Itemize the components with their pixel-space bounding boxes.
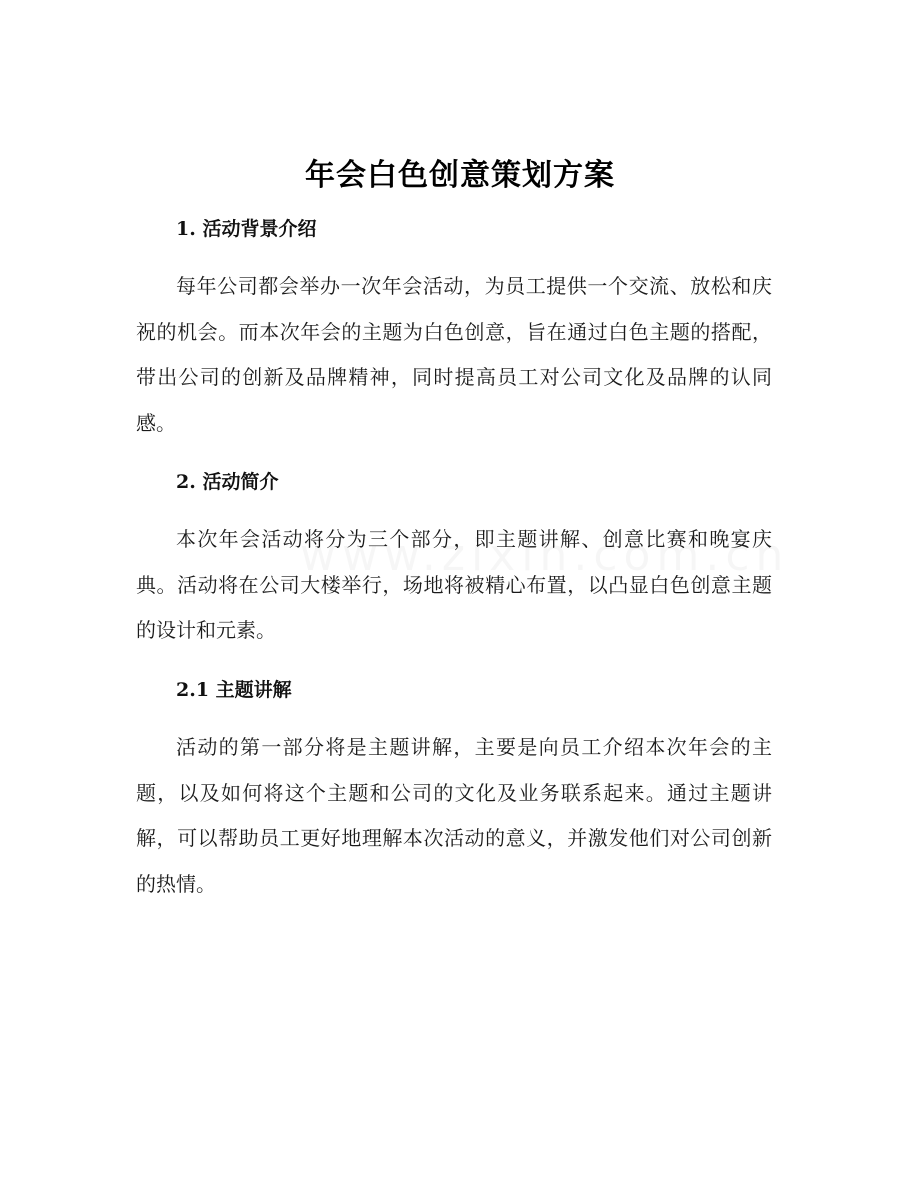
section-heading-background: 1. 活动背景介绍: [176, 218, 317, 240]
section-paragraph-theme-talk: 活动的第一部分将是主题讲解，主要是向员工介绍本次年会的主题，以及如何将这个主题和公司的文化及业务联系起来。通过主题讲解，可以帮助员工更好地理解本次活动的意义，并激发他们对公司创新的热情。: [136, 735, 772, 896]
document-title: 年会白色创意策划方案: [305, 158, 615, 193]
section-heading-overview: 2. 活动简介: [176, 471, 279, 493]
section-paragraph-overview: 本次年会活动将分为三个部分，即主题讲解、创意比赛和晚宴庆典。活动将在公司大楼举行，场地将被精心布置，以凸显白色创意主题的设计和元素。: [136, 527, 772, 642]
section-paragraph-background: 每年公司都会举办一次年会活动，为员工提供一个交流、放松和庆祝的机会。而本次年会的主题为白色创意，旨在通过白色主题的搭配，带出公司的创新及品牌精神，同时提高员工对公司文化及品牌的认同感。: [136, 274, 772, 435]
section-heading-theme-talk: 2.1 主题讲解: [176, 679, 292, 701]
